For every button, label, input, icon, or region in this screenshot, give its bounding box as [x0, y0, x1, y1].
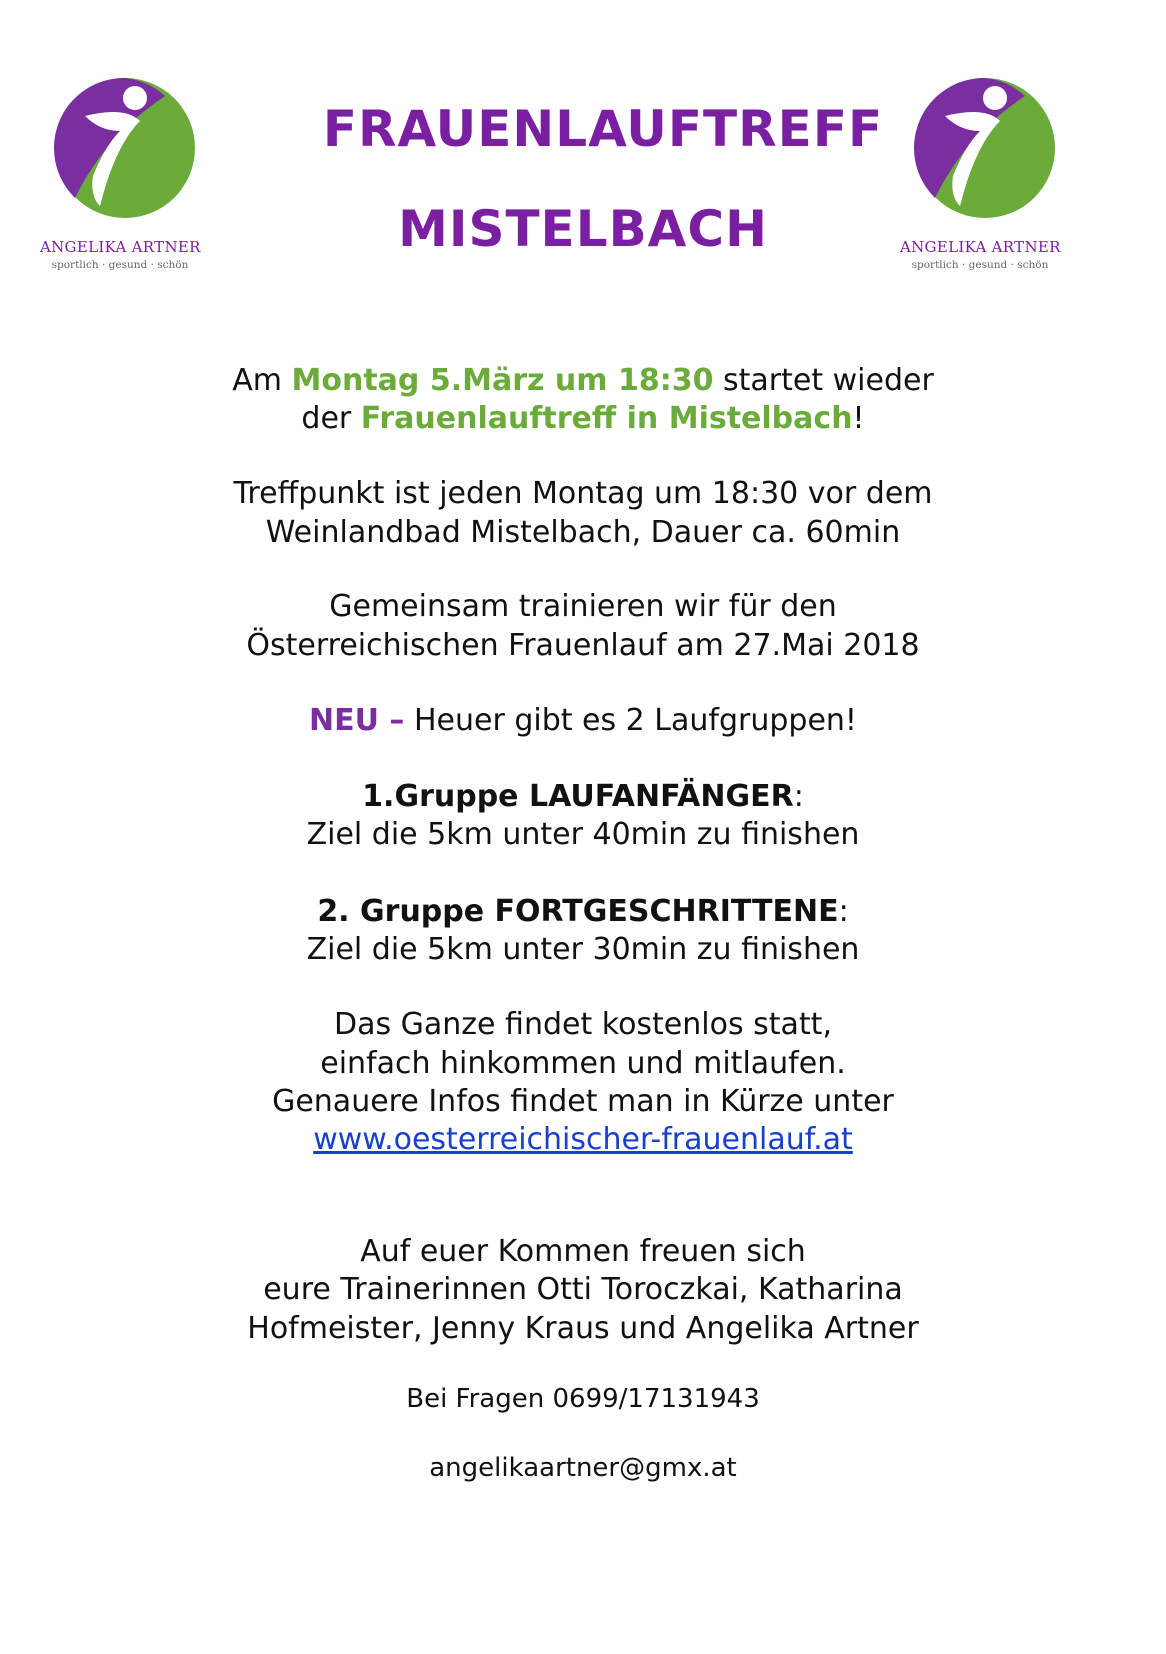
info-line3: Genauere Infos findet man in Kürze unter	[272, 1084, 894, 1119]
info-link-line	[0, 1122, 1166, 1157]
intro-text: Am	[232, 363, 292, 398]
news-label: NEU –	[309, 703, 405, 738]
logo-tagline: sportlich · gesund · schön	[51, 259, 189, 271]
news-text: Heuer gibt es 2 Laufgruppen!	[404, 703, 857, 738]
group2-goal: Ziel die 5km unter 30min zu finishen	[306, 932, 860, 967]
group1-goal: Ziel die 5km unter 40min zu finishen	[306, 817, 860, 852]
training-line1: Gemeinsam trainieren wir für den	[329, 589, 837, 624]
page-title-line2: MISTELBACH	[398, 200, 768, 258]
closing-line2: eure Trainerinnen Otti Toroczkai, Katharina	[263, 1272, 903, 1307]
group1-title-line	[0, 779, 1166, 814]
phone-line: Bei Fragen 0699/17131943	[406, 1384, 760, 1414]
meeting-line2: Weinlandbad Mistelbach, Dauer ca. 60min	[265, 515, 901, 550]
group2-colon: :	[838, 894, 849, 929]
intro-text: startet wieder	[713, 363, 934, 398]
info-line2: einfach hinkommen und mitlaufen.	[320, 1046, 846, 1081]
group1-colon: :	[793, 779, 804, 814]
intro-text: der	[301, 401, 361, 436]
email-line[interactable]: angelikaartner@gmx.at	[429, 1453, 737, 1483]
page-title-line1: FRAUENLAUFTREFF	[322, 100, 884, 158]
closing-line1: Auf euer Kommen freuen sich	[360, 1234, 806, 1269]
date-highlight: Montag 5.März um 18:30	[291, 363, 714, 398]
logo-tagline: sportlich · gesund · schön	[911, 259, 1049, 271]
intro-text: !	[852, 401, 865, 436]
logo-name: ANGELIKA ARTNER	[40, 238, 201, 256]
news-line	[0, 703, 1166, 738]
group1-title: 1.Gruppe LAUFANFÄNGER	[362, 779, 794, 814]
training-line2: Österreichischen Frauenlauf am 27.Mai 2018	[246, 628, 920, 663]
meeting-line1: Treffpunkt ist jeden Montag um 18:30 vor dem	[233, 476, 933, 511]
website-link[interactable]: www.oesterreichischer-frauenlauf.at	[313, 1122, 853, 1157]
intro-line2	[0, 401, 1166, 436]
intro-line1	[0, 363, 1166, 398]
group2-title: 2. Gruppe FORTGESCHRITTENE	[317, 894, 839, 929]
logo-name: ANGELIKA ARTNER	[900, 238, 1061, 256]
info-line1: Das Ganze findet kostenlos statt,	[334, 1007, 832, 1042]
group2-title-line	[0, 894, 1166, 929]
event-highlight: Frauenlauftreff in Mistelbach	[360, 401, 853, 436]
closing-line3: Hofmeister, Jenny Kraus und Angelika Artner	[247, 1311, 919, 1346]
